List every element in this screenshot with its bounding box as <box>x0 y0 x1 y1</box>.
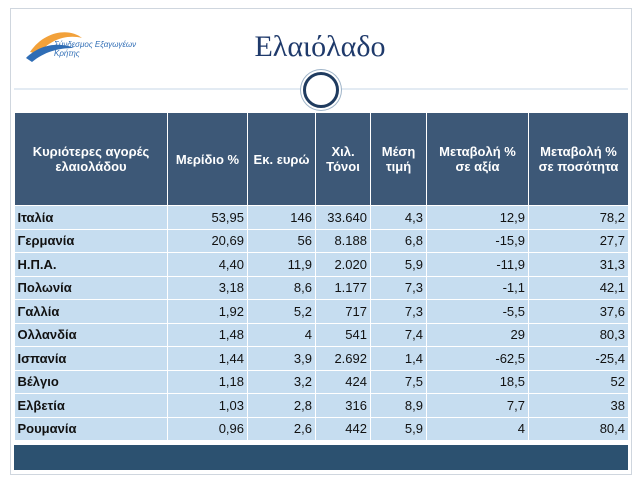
column-header: Μεταβολή % σε ποσότητα <box>529 113 629 206</box>
value-cell: 80,3 <box>529 323 629 347</box>
value-cell: 52 <box>529 370 629 394</box>
table-header-row <box>15 113 629 206</box>
value-cell: 6,8 <box>371 229 427 253</box>
table-row <box>15 394 629 418</box>
column-header: Εκ. ευρώ <box>248 113 316 206</box>
value-cell: 3,9 <box>248 347 316 371</box>
value-cell: 2.692 <box>316 347 371 371</box>
value-cell: -11,9 <box>427 253 529 277</box>
value-cell: 78,2 <box>529 206 629 230</box>
value-cell: 20,69 <box>168 229 248 253</box>
value-cell: 56 <box>248 229 316 253</box>
table-row <box>15 347 629 371</box>
value-cell: -15,9 <box>427 229 529 253</box>
column-header: Μέση τιμή <box>371 113 427 206</box>
value-cell: 7,5 <box>371 370 427 394</box>
table-body <box>15 206 629 441</box>
country-cell: Ιταλία <box>15 206 168 230</box>
value-cell: 541 <box>316 323 371 347</box>
country-cell: Γαλλία <box>15 300 168 324</box>
value-cell: 4,40 <box>168 253 248 277</box>
value-cell: 8,6 <box>248 276 316 300</box>
table-row <box>15 206 629 230</box>
value-cell: 3,2 <box>248 370 316 394</box>
country-cell: Η.Π.Α. <box>15 253 168 277</box>
value-cell: 1,03 <box>168 394 248 418</box>
value-cell: 4,3 <box>371 206 427 230</box>
value-cell: 4 <box>427 417 529 441</box>
column-header: Χιλ. Τόνοι <box>316 113 371 206</box>
value-cell: 8,9 <box>371 394 427 418</box>
value-cell: 7,4 <box>371 323 427 347</box>
value-cell: 146 <box>248 206 316 230</box>
value-cell: 7,3 <box>371 300 427 324</box>
value-cell: 37,6 <box>529 300 629 324</box>
value-cell: 11,9 <box>248 253 316 277</box>
value-cell: 1,48 <box>168 323 248 347</box>
value-cell: 2,6 <box>248 417 316 441</box>
value-cell: -5,5 <box>427 300 529 324</box>
value-cell: 38 <box>529 394 629 418</box>
value-cell: 0,96 <box>168 417 248 441</box>
value-cell: 424 <box>316 370 371 394</box>
value-cell: 2.020 <box>316 253 371 277</box>
table-row <box>15 370 629 394</box>
column-header: Μερίδιο % <box>168 113 248 206</box>
table-row <box>15 276 629 300</box>
value-cell: 33.640 <box>316 206 371 230</box>
value-cell: 53,95 <box>168 206 248 230</box>
value-cell: 27,7 <box>529 229 629 253</box>
footer-bar <box>14 445 628 470</box>
value-cell: 31,3 <box>529 253 629 277</box>
country-cell: Πολωνία <box>15 276 168 300</box>
value-cell: 42,1 <box>529 276 629 300</box>
column-header: Μεταβολή % σε αξία <box>427 113 529 206</box>
table-row <box>15 323 629 347</box>
country-cell: Γερμανία <box>15 229 168 253</box>
value-cell: 2,8 <box>248 394 316 418</box>
slide-title: Ελαιόλαδο <box>254 30 386 63</box>
value-cell: 442 <box>316 417 371 441</box>
market-table <box>14 112 629 441</box>
country-cell: Ισπανία <box>15 347 168 371</box>
value-cell: 1,44 <box>168 347 248 371</box>
value-cell: 1,92 <box>168 300 248 324</box>
country-cell: Βέλγιο <box>15 370 168 394</box>
market-table-container <box>14 112 628 441</box>
country-cell: Ολλανδία <box>15 323 168 347</box>
value-cell: 316 <box>316 394 371 418</box>
value-cell: 8.188 <box>316 229 371 253</box>
value-cell: 7,7 <box>427 394 529 418</box>
value-cell: 80,4 <box>529 417 629 441</box>
table-row <box>15 300 629 324</box>
value-cell: 5,9 <box>371 417 427 441</box>
table-row <box>15 253 629 277</box>
value-cell: -1,1 <box>427 276 529 300</box>
logo-text: Σύνδεσμος Εξαγωγέων Κρήτης <box>54 40 137 58</box>
value-cell: 3,18 <box>168 276 248 300</box>
value-cell: 1,4 <box>371 347 427 371</box>
value-cell: 12,9 <box>427 206 529 230</box>
value-cell: 717 <box>316 300 371 324</box>
circle-ornament <box>303 72 339 108</box>
country-cell: Ελβετία <box>15 394 168 418</box>
value-cell: 1.177 <box>316 276 371 300</box>
value-cell: 29 <box>427 323 529 347</box>
table-row <box>15 417 629 441</box>
value-cell: 18,5 <box>427 370 529 394</box>
value-cell: 5,2 <box>248 300 316 324</box>
value-cell: 1,18 <box>168 370 248 394</box>
value-cell: 5,9 <box>371 253 427 277</box>
value-cell: 7,3 <box>371 276 427 300</box>
country-cell: Ρουμανία <box>15 417 168 441</box>
value-cell: -62,5 <box>427 347 529 371</box>
value-cell: 4 <box>248 323 316 347</box>
column-header: Κυριότερες αγορές ελαιολάδου <box>15 113 168 206</box>
value-cell: -25,4 <box>529 347 629 371</box>
table-row <box>15 229 629 253</box>
